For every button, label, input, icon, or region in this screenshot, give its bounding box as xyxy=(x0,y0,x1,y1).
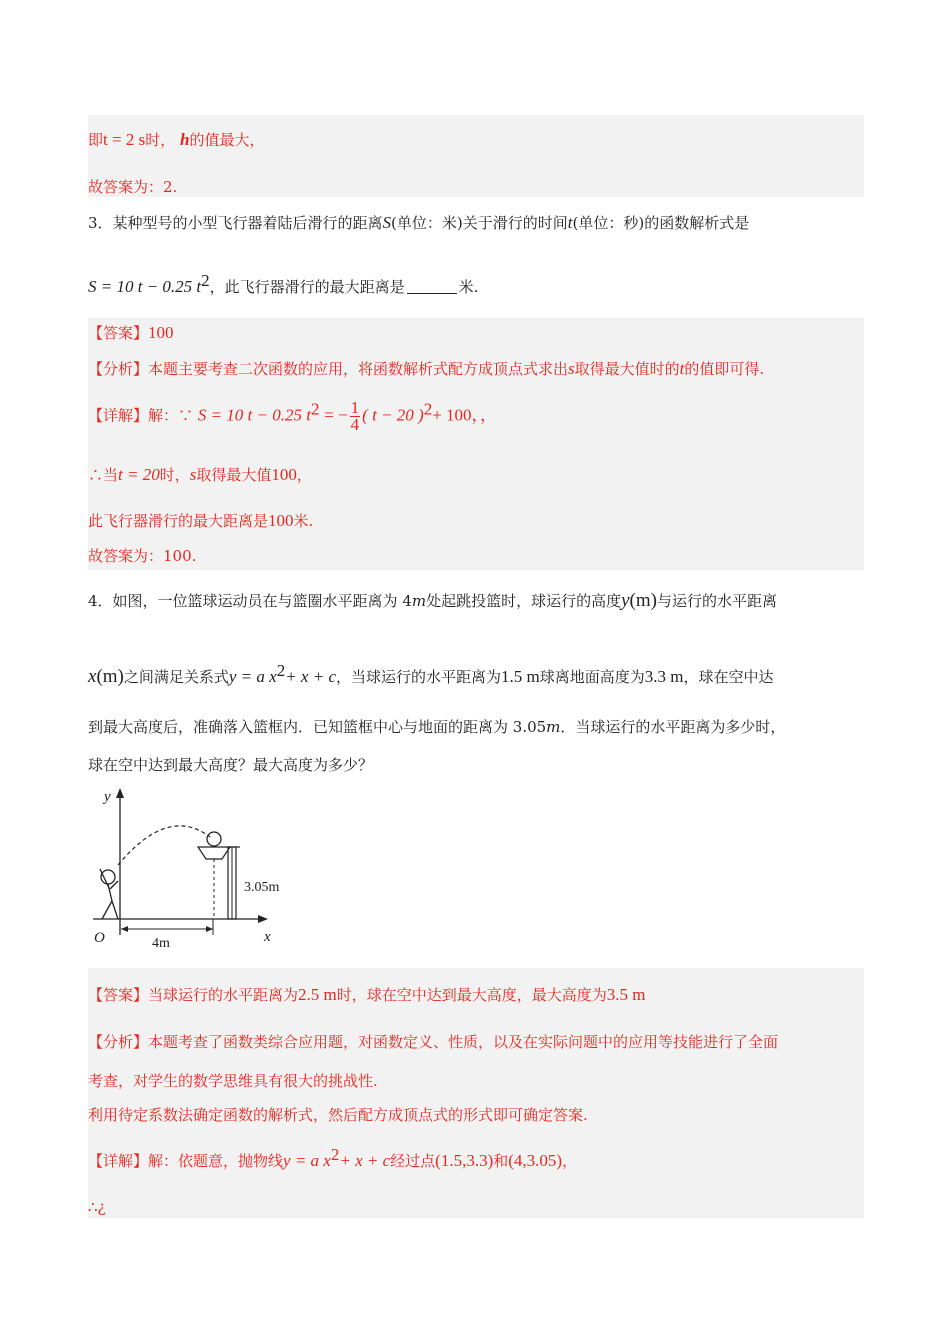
prev-line-1: 即t = 2 s时， h的值最大， xyxy=(88,130,265,149)
a4-analysis-1: 【分析】本题考查了函数类综合应用题，对函数定义、性质，以及在实际问题中的应用等技能进行了全面 xyxy=(88,1033,779,1051)
basketball-figure xyxy=(88,785,298,955)
a3-line-5: 此飞行器滑行的最大距离是100米. xyxy=(88,511,314,530)
q3-line-2: S = 10 t − 0.25 $t^2$，此飞行器滑行的最大距离是 米. xyxy=(88,271,479,296)
q3-line-1: 3．某种型号的小型飞行器着陆后滑行的距离S(单位：米)关于滑行的时间t(单位：秒)的函数解析式是 xyxy=(88,213,750,232)
a4-analysis-3: 利用待定系数法确定函数的解析式，然后配方成顶点式的形式即可确定答案. xyxy=(88,1106,588,1124)
a4-analysis-2: 考查，对学生的数学思维具有很大的挑战性. xyxy=(88,1072,378,1090)
a3-final-answer: 故答案为：100. xyxy=(88,547,197,565)
fraction: $\frac{1}{4}$ xyxy=(350,398,360,434)
q4-line-2: x(m)之间满足关系式y = a $x^2+ x + c$，当球运行的水平距离为1.5 m球离地面高度为3.3 m，球在空中达 xyxy=(88,661,774,687)
prev-answer: 故答案为：2. xyxy=(88,178,178,196)
a3-detail: 【详解】解：∵ S = 10 t − 0.25 $t^2$ = − $\frac{1}{4}$ ( t − 20 )$^2$+ 100，， xyxy=(88,398,498,434)
a4-detail: 【详解】解：依题意，抛物线y = a $x^2+ x + c$经过点(1.5,3.3)和(4,3.05)， xyxy=(88,1145,578,1170)
q4-line-3: 到最大高度后，准确落入篮框内．已知篮框中心与地面的距离为 3.05m．当球运行的水平距离为多少时， xyxy=(88,718,786,736)
y-axis-label: y xyxy=(104,789,111,805)
q3-answer-panel xyxy=(88,318,864,570)
a3-answer: 【答案】100 xyxy=(88,323,174,342)
answer-blank xyxy=(407,279,457,294)
height-label: 3.05m xyxy=(244,880,280,895)
distance-label: 4m xyxy=(152,936,170,951)
a3-line-4: ∴当t = 20时，s取得最大值100， xyxy=(88,465,312,484)
q4-line-1: 4．如图，一位篮球运动员在与篮圈水平距离为 4m处起跳投篮时，球运行的高度y(m)与运行的水平距离 xyxy=(88,590,777,611)
origin-label: O xyxy=(94,930,105,946)
a3-analysis: 【分析】本题主要考查二次函数的应用，将函数解析式配方成顶点式求出s取得最大值时的t的值即可得. xyxy=(88,359,765,378)
prev-answer-panel xyxy=(88,115,864,197)
a4-last: ∴¿ xyxy=(88,1198,106,1216)
x-axis-label: x xyxy=(264,929,271,945)
q4-line-4: 球在空中达到最大高度？最大高度为多少？ xyxy=(88,756,374,774)
a4-answer: 【答案】当球运行的水平距离为2.5 m时，球在空中达到最大高度，最大高度为3.5 m xyxy=(88,985,646,1004)
